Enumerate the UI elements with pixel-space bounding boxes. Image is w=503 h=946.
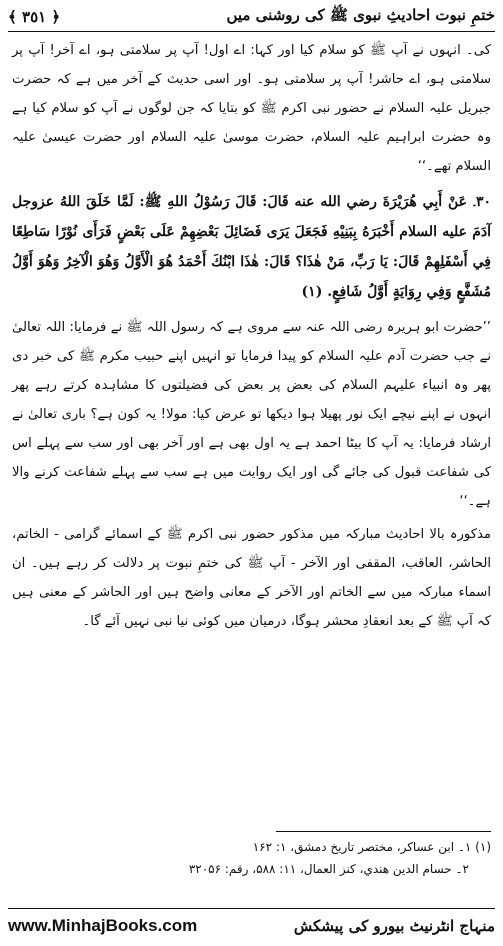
arabic-hadith [12, 187, 491, 307]
footer-divider [8, 908, 495, 909]
page-header [8, 4, 495, 30]
footnote-2: ۲۔ حسام الدين هندي، كنز العمال، ۱۱: ۵۸۸، رقم: ۳۲۰۵۶ [188, 862, 469, 876]
footer-credit: منہاج انٹرنیٹ بیورو کی پیشکش [293, 917, 495, 935]
hadith-number: ۳۰۔ [472, 194, 491, 210]
footnotes [12, 836, 491, 880]
page-body [12, 36, 491, 640]
hadith-translation: ’’حضرت ابو ہریرہ رضی اللہ عنہ سے مروی ہے کہ رسول اللہ ﷺ نے فرمایا: اللہ تعالیٰ نے جب حضرت آدم علیہ السلام کو پیدا فرمایا تو انہیں اپنے حبیب مکرم ﷺ کی خبر دی پھر وہ انبیاء علیہم السلام کی بعض پر بعض کی فضیلتوں کا مشاہدہ کرتے رہے پھر انہوں نے اپنے نیچے ایک نور پھیلا ہوا دیکھا تو عرض کیا: مولا! یہ کون ہے؟ باری تعالیٰ نے ارشاد فرمایا: یہ آپ کا بیٹا احمد ہے یہ اول بھی ہے اور آخر بھی اور سب سے پہلے اس کی شفاعت قبول کی جائے گی اور ایک روایت میں ہے سب سے پہلے شفاعت کرنے والا ہے۔‘‘ [12, 320, 491, 509]
footnote-divider [276, 831, 491, 832]
paragraph-greeting: کی۔ انہوں نے آپ ﷺ کو سلام کیا اور کہا: اے اول! آپ پر سلامتی ہو، اے آخر! آپ پر سلامتی ہو، اے حاشر! آپ پر سلامتی ہو۔ اور اسی حدیث کے آخر میں ہے کہ حضرت جبریل علیہ السلام نے حضور نبی اکرم ﷺ کو بتایا کہ جن لوگوں نے آپ کو سلام کیا ہے وہ حضرت ابراہیم علیہ السلام، حضرت موسیٰ علیہ السلام اور حضرت عیسیٰ علیہ السلام تھے۔‘‘ [12, 43, 491, 174]
paragraph-names: مذکورہ بالا احادیث مبارکہ میں مذکور حضور نبی اکرم ﷺ کے اسمائے گرامی - الخاتم، الحاشر، العاقب، المقفی اور الآخر - آپ ﷺ کی ختمِ نبوت پر دلالت کر رہے ہیں۔ ان اسماء مبارکہ میں سے الخاتم اور الآخر کے معانی واضح ہیں اور الحاشر کے معنی ہیں کہ آپ ﷺ کے بعد انعقادِ محشر ہوگا، درمیان میں کوئی نیا نبی نہیں آئے گا۔ [12, 527, 491, 629]
header-divider [8, 31, 495, 32]
arabic-hadith-text: عَنْ أَبِي هُرَيْرَةَ رضي الله عنه قَالَ: قَالَ رَسُوْلُ اللهِ ﷺ: لَمَّا خَلَقَ اللهُ عزوجل آدَمَ عليه السلام أَخْبَرَهُ بِبَنِيْهِ فَجَعَلَ يَرَى فَضَائِلَ بَعْضِهِمْ عَلَى بَعْضٍ فَرَأَى نُوْرًا سَاطِعًا فِي أَسْفَلِهِمْ قَالَ: يَا رَبِّ، مَنْ هٰذَا؟ قَالَ: هٰذَا ابْنُكَ أَحْمَدُ هُوَ الْأَوَّلُ وَهُوَ الْآخِرُ وَهُوَ أَوَّلُ مُشَفَّعٍ وَفِي رِوَايَةٍ أَوَّلُ شَافِعٍ. (۱) [12, 194, 491, 300]
page-footer [8, 912, 495, 940]
footer-url-link[interactable]: www.MinhajBooks.com [8, 916, 198, 935]
footnote-1: (۱) ۱۔ ابن عساکر، مختصر تاریخ دمشق، ۱: ۱۶۲ [252, 840, 491, 854]
header-title: ختمِ نبوت احادیثِ نبوی ﷺ کی روشنی میں [226, 6, 495, 24]
page-number: ﴿ ٣٥١ ﴾ [8, 8, 61, 26]
